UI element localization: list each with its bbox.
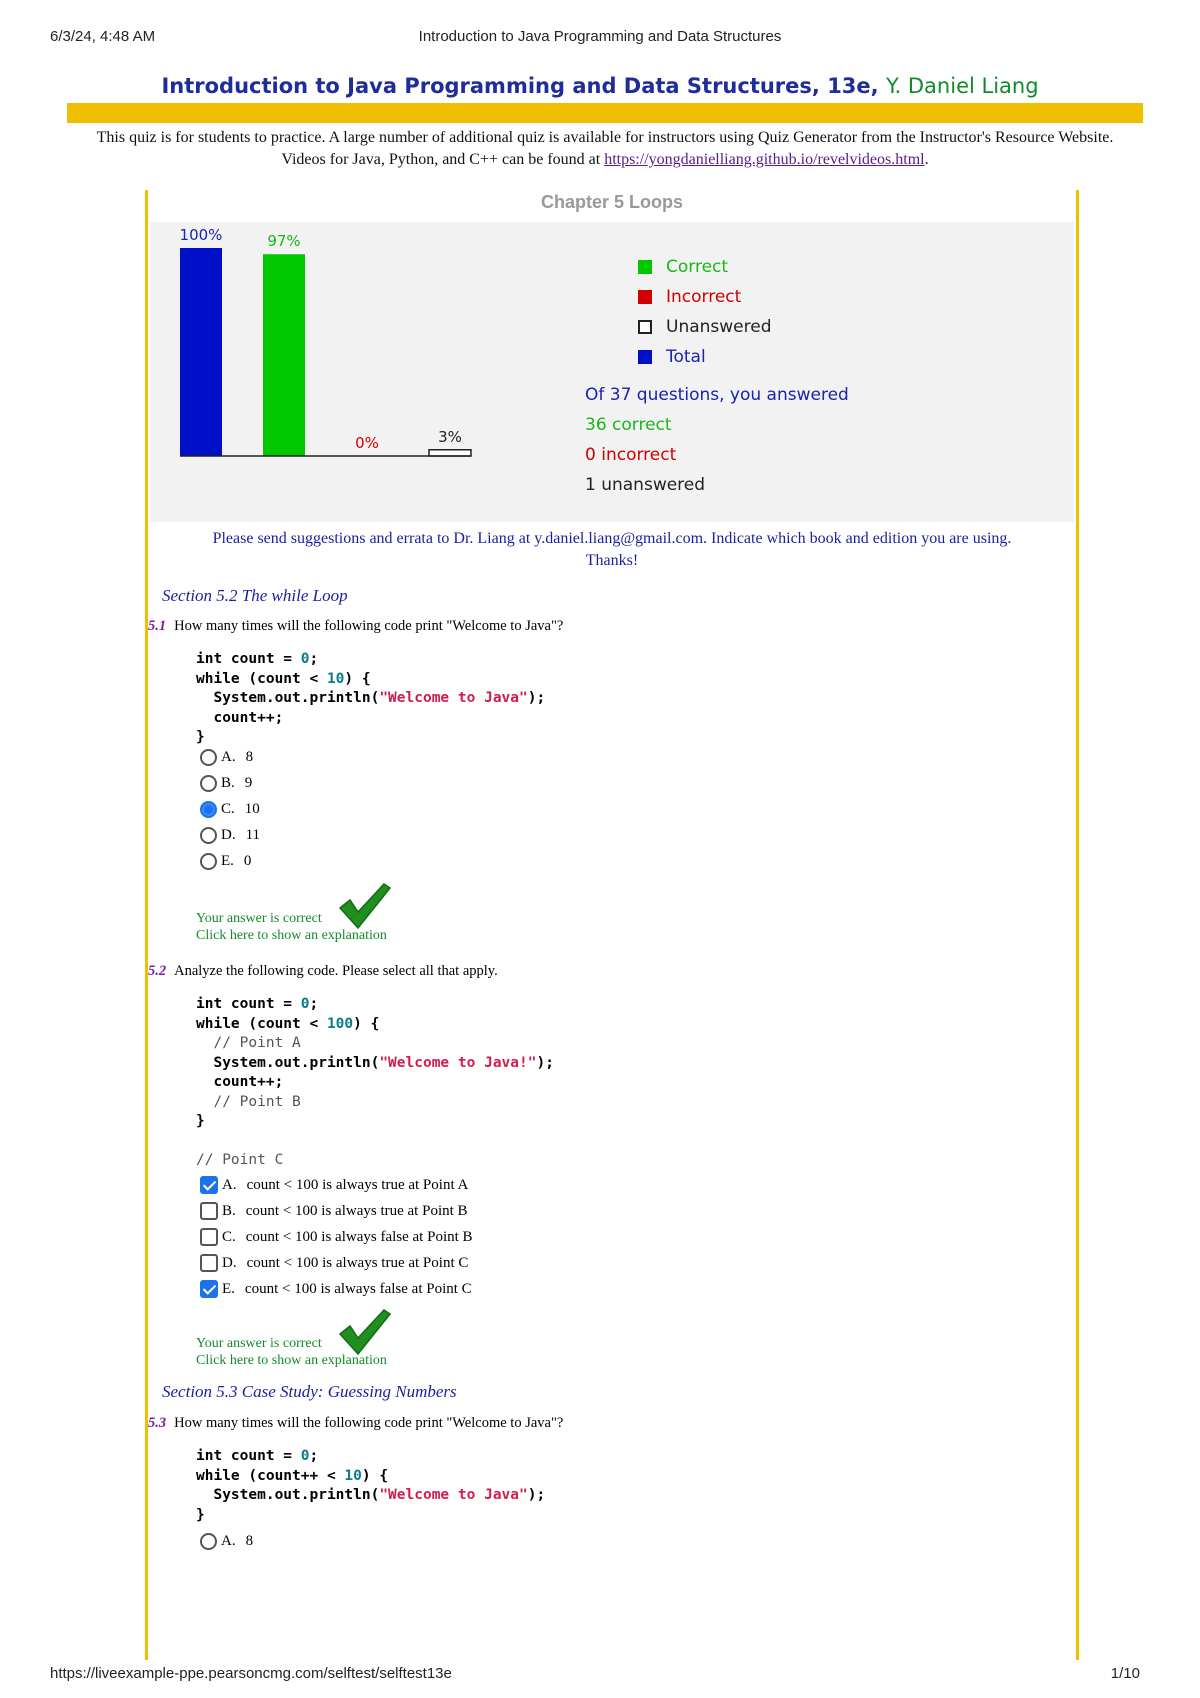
options-5-3 [200, 1528, 253, 1554]
option-5-2-d[interactable] [200, 1250, 473, 1276]
question-number: 5.2 [148, 963, 167, 979]
option-letter: E. [222, 1280, 235, 1297]
option-letter: E. [221, 852, 234, 869]
intro-suffix: . [924, 151, 929, 168]
code-block-5-1: int count = 0; while (count < 10) { System.out.println("Welcome to Java"); count++; } [196, 651, 546, 745]
book-author: Y. Daniel Liang [885, 74, 1039, 98]
results-chart-panel [150, 222, 1074, 522]
legend-label-total: Total [666, 347, 706, 367]
option-5-2-c[interactable] [200, 1224, 473, 1250]
bar-total [180, 248, 222, 456]
legend-item-incorrect [638, 282, 772, 312]
option-text: 9 [244, 774, 253, 791]
section-heading-5-3: Section 5.3 Case Study: Guessing Numbers [162, 1382, 457, 1401]
page-number: 1/10 [1110, 1665, 1140, 1682]
bar-correct [263, 254, 305, 456]
options-5-1 [200, 744, 260, 874]
option-5-1-a[interactable] [200, 744, 260, 770]
radio-button[interactable] [200, 801, 217, 818]
bar-label-unanswered: 3% [438, 427, 462, 446]
section-heading-5-2: Section 5.2 The while Loop [162, 586, 348, 605]
legend-item-unanswered [638, 312, 772, 342]
option-text: 8 [245, 748, 254, 765]
errata-line-2: Thanks! [585, 552, 639, 569]
code-block-5-3: int count = 0; while (count++ < 10) { System.out.println("Welcome to Java"); } [196, 1448, 546, 1523]
checkbox[interactable] [200, 1228, 218, 1246]
intro-paragraph [80, 127, 1130, 171]
question-text: How many times will the following code print "Welcome to Java"? [174, 1415, 564, 1431]
radio-button[interactable] [200, 1533, 217, 1550]
chapter-title: Chapter 5 Loops [540, 192, 683, 212]
option-5-1-e[interactable] [200, 848, 260, 874]
option-5-2-e[interactable] [200, 1276, 473, 1302]
option-text: 0 [243, 852, 252, 869]
summary-total: Of 37 questions, you answered [585, 385, 849, 405]
question-5-3 [148, 1415, 563, 1432]
answer-correct-text: Your answer is correct [196, 911, 322, 926]
bar-label-correct: 97% [267, 232, 301, 251]
intro-text: This quiz is for students to practice. A large number of additional quiz is available for instructors using Quiz Generator from the Instructor's Resource Website. Videos for Java, Python, and C++ can be found at [96, 129, 1114, 168]
summary-unanswered: 1 unanswered [585, 475, 706, 495]
option-5-1-b[interactable] [200, 770, 260, 796]
feedback-5-2 [196, 1335, 387, 1369]
question-text: Analyze the following code. Please select all that apply. [174, 963, 498, 979]
option-letter: A. [221, 1532, 236, 1549]
answer-correct-text: Your answer is correct [196, 1336, 322, 1351]
feedback-5-1 [196, 910, 387, 944]
show-explanation-link[interactable]: Click here to show an explanation [196, 1353, 387, 1368]
option-5-2-b[interactable] [200, 1198, 473, 1224]
code-block-5-2: int count = 0; while (count < 100) { // Point A System.out.println("Welcome to Java!"); count++; // Point B } // Point C [196, 996, 554, 1168]
options-5-2 [200, 1172, 473, 1302]
option-letter: A. [221, 748, 236, 765]
legend-label-unanswered: Unanswered [666, 317, 772, 337]
show-explanation-link[interactable]: Click here to show an explanation [196, 928, 387, 943]
option-text: count < 100 is always false at Point C [244, 1280, 472, 1297]
legend-item-total [638, 342, 772, 372]
legend-swatch-correct [638, 260, 652, 274]
option-text: count < 100 is always false at Point B [245, 1228, 473, 1245]
option-letter: D. [222, 1254, 237, 1271]
checkbox[interactable] [200, 1176, 218, 1194]
radio-button[interactable] [200, 749, 217, 766]
legend-item-correct [638, 252, 772, 282]
option-text: count < 100 is always true at Point B [245, 1202, 468, 1219]
option-text: 10 [244, 800, 260, 817]
question-number: 5.1 [148, 618, 167, 634]
checkbox[interactable] [200, 1254, 218, 1272]
radio-button[interactable] [200, 827, 217, 844]
gold-divider [67, 103, 1143, 123]
option-letter: B. [222, 1202, 236, 1219]
question-text: How many times will the following code print "Welcome to Java"? [174, 618, 564, 634]
option-text: count < 100 is always true at Point C [246, 1254, 469, 1271]
legend-label-correct: Correct [666, 257, 729, 277]
option-5-2-a[interactable] [200, 1172, 473, 1198]
option-text: 8 [245, 1532, 254, 1549]
bar-label-total: 100% [179, 226, 223, 244]
summary-incorrect: 0 incorrect [585, 445, 677, 465]
option-5-3-a[interactable] [200, 1528, 253, 1554]
option-letter: D. [221, 826, 236, 843]
checkbox[interactable] [200, 1202, 218, 1220]
errata-note [148, 528, 1076, 572]
print-datetime: 6/3/24, 4:48 AM [50, 28, 156, 45]
print-title: Introduction to Java Programming and Data Structures [418, 28, 782, 45]
radio-button[interactable] [200, 775, 217, 792]
option-5-1-c[interactable] [200, 796, 260, 822]
legend-swatch-incorrect [638, 290, 652, 304]
legend-swatch-unanswered [638, 320, 652, 334]
option-letter: C. [222, 1228, 236, 1245]
checkbox[interactable] [200, 1280, 218, 1298]
legend-swatch-total [638, 350, 652, 364]
option-text: count < 100 is always true at Point A [246, 1176, 469, 1193]
question-number: 5.3 [148, 1415, 167, 1431]
option-letter: C. [221, 800, 235, 817]
score-summary [585, 380, 849, 500]
bar-unanswered [429, 450, 471, 456]
book-title-text: Introduction to Java Programming and Data Structures, 13e, [161, 74, 879, 98]
print-url: https://liveexample-ppe.pearsoncmg.com/selftest/selftest13e [50, 1665, 452, 1682]
question-5-2 [148, 963, 498, 980]
summary-correct: 36 correct [585, 415, 672, 435]
chart-legend [638, 252, 772, 372]
revel-videos-link[interactable]: https://yongdanielliang.github.io/revelvideos.html [604, 151, 925, 168]
legend-label-incorrect: Incorrect [666, 287, 742, 307]
option-letter: B. [221, 774, 235, 791]
book-title [0, 74, 1200, 98]
option-5-1-d[interactable] [200, 822, 260, 848]
option-letter: A. [222, 1176, 237, 1193]
errata-line-1: Please send suggestions and errata to Dr. Liang at y.daniel.liang@gmail.com. Indicate which book and edition you are using. [212, 530, 1012, 547]
bar-label-incorrect: 0% [355, 434, 379, 452]
quiz-content [145, 190, 1079, 1660]
option-text: 11 [245, 826, 261, 843]
question-5-1 [148, 618, 563, 635]
radio-button[interactable] [200, 853, 217, 870]
